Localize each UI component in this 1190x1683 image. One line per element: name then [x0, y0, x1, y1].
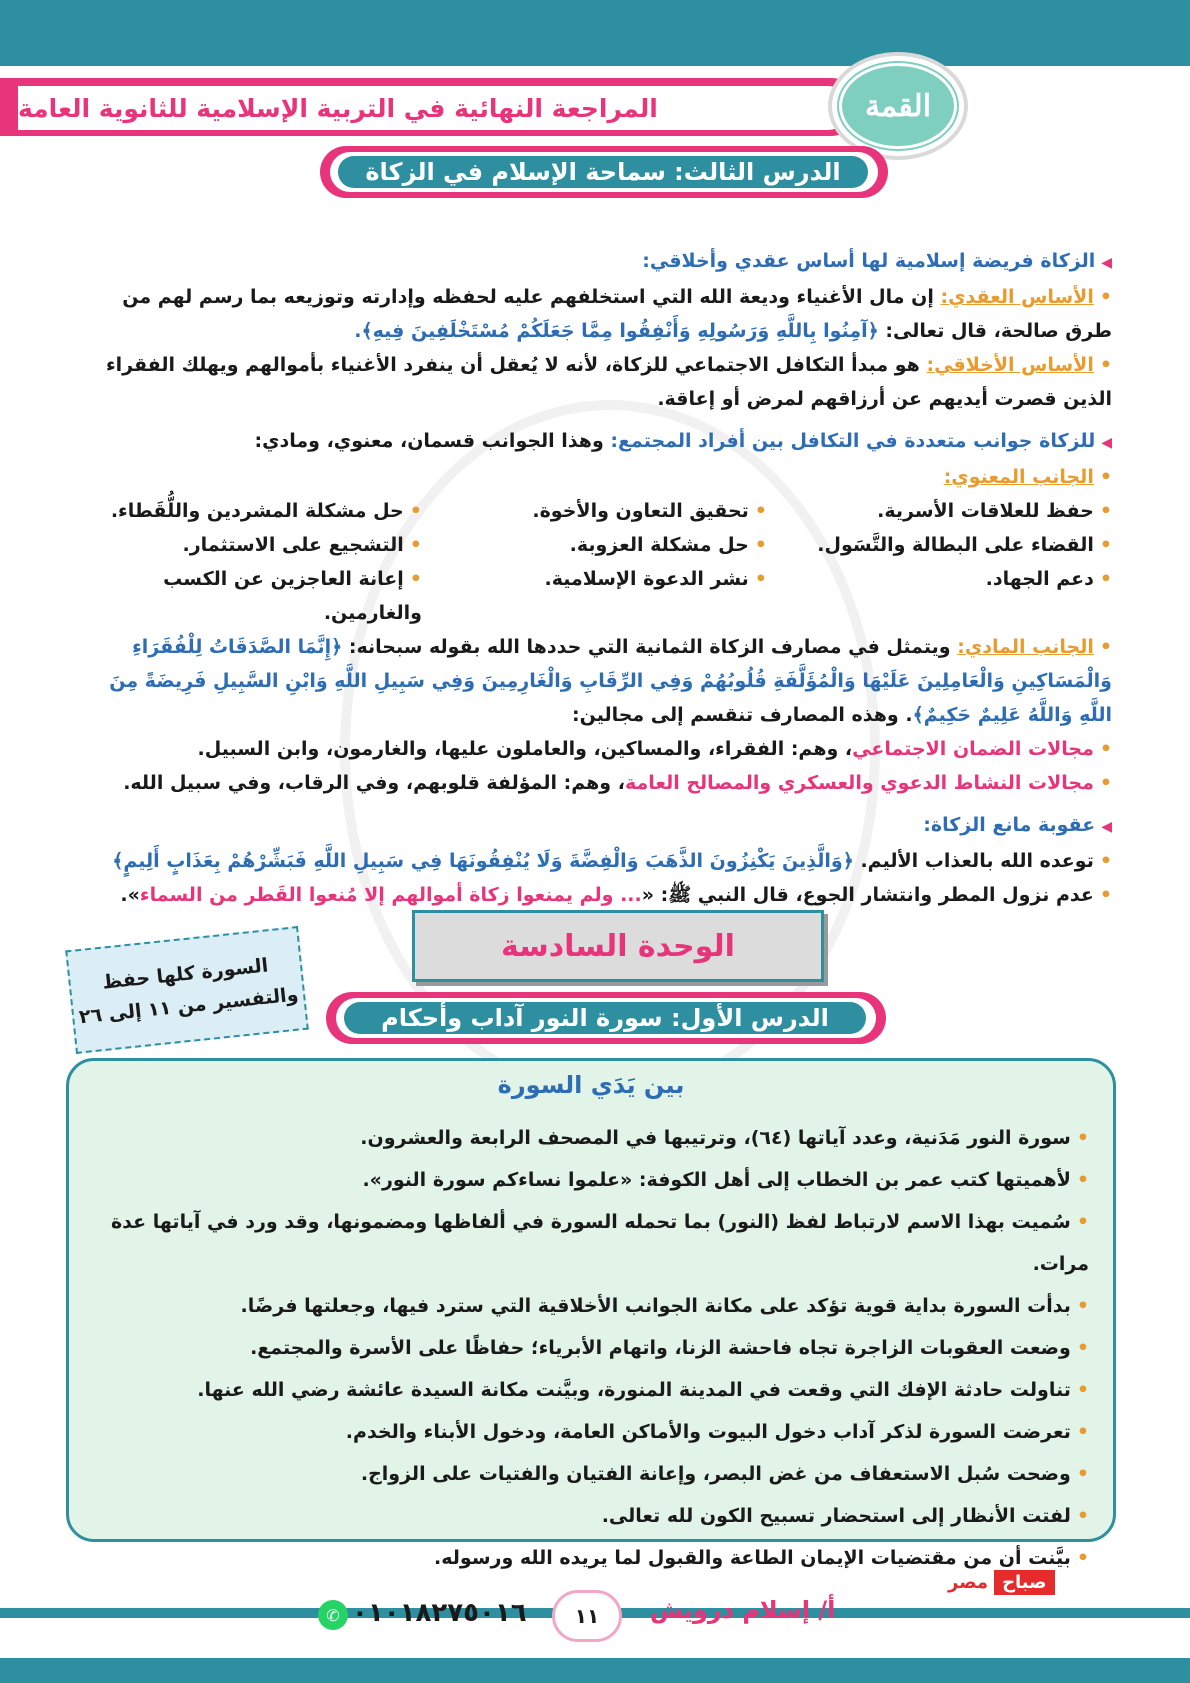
- bullet-icon: •: [1099, 884, 1112, 906]
- field1: •مجالات الضمان الاجتماعي، وهم: الفقراء، والمساكين، والعاملون عليها، والغارمون، وابن السبيل.: [197, 738, 1112, 760]
- punishment-1: •توعده الله بالعذاب الأليم. ﴿وَالَّذِينَ يَكْنِزُونَ الذَّهَبَ وَالْفِضَّةَ وَلَا يُنْفِقُونَهَا فِي سَبِيلِ اللَّهِ فَبَشِّرْهُمْ بِعَذَابٍ أَلِيمٍ﴾: [112, 850, 1112, 872]
- list-item: •بيَّنت أن من مقتضيات الإيمان الطاعة والقبول لما يريده الله ورسوله.: [434, 1547, 1089, 1569]
- triangle-icon: ◀: [1101, 435, 1112, 451]
- list-item: •لفتت الأنظار إلى استحضار تسبيح الكون لله تعالى.: [601, 1505, 1089, 1527]
- bullet-icon: •: [1099, 772, 1112, 794]
- triangle-icon: ◀: [1101, 819, 1112, 835]
- section3-heading: ◀عقوبة مانع الزكاة:: [923, 814, 1112, 836]
- lesson3-title: الدرس الثالث: سماحة الإسلام في الزكاة: [365, 158, 841, 186]
- list-item: •وضعت العقوبات الزاجرة تجاه فاحشة الزنا، واتهام الأبرياء؛ حفاظًا على الأسرة والمجتمع.: [250, 1337, 1089, 1359]
- list-item: •سُميت بهذا الاسم لارتباط لفظ (النور) بما تحمله السورة في ألفاظها ومضمونها، وقد ورد في آياتها عدة مرات.: [110, 1211, 1089, 1275]
- section1-heading: ◀الزكاة فريضة إسلامية لها أساس عقدي وأخلاقي:: [642, 250, 1112, 272]
- bullet-icon: •: [1099, 466, 1112, 488]
- note-line-1: السورة كلها حفظ: [101, 954, 270, 994]
- panel-title: بين يَدَي السورة: [497, 1071, 685, 1099]
- bullet-icon: •: [1099, 354, 1112, 376]
- note-line-2: والتفسير من ١١ إلى ٢٦: [77, 983, 300, 1029]
- unit-banner: [412, 910, 824, 982]
- logo-text: القمة: [839, 63, 957, 149]
- akhlaqi-paragraph: •الأساس الأخلاقي: هو مبدأ التكافل الاجتماعي للزكاة، لأنه لا يُعقل أن ينفرد الأغنياء بأموالهم ويهلك الفقراء الذين قصرت أيديهم عن أرزاقهم لمرض أو إعاقة.: [105, 354, 1112, 410]
- bullet-icon: •: [1099, 738, 1112, 760]
- phone-number: ٠١٠١٨٢٧٥٠١٦: [352, 1598, 527, 1628]
- footer-bottom-band: [0, 1658, 1190, 1683]
- manawi-row-2: •القضاء على البطالة والتَّسَول. •حل مشكلة العزوبة. •التشجيع على الاستثمار.: [182, 534, 1112, 556]
- brand-logo: [948, 1562, 1138, 1602]
- author-name: أ/ إسلام درويش: [650, 1596, 836, 1624]
- lesson1-title: الدرس الأول: سورة النور آداب وأحكام: [381, 1004, 829, 1032]
- logo: [828, 52, 968, 160]
- list-item: •سورة النور مَدَنية، وعدد آياتها (٦٤)، وترتيبها في المصحف الرابعة والعشرون.: [360, 1127, 1089, 1149]
- brand-word: مصر: [948, 1571, 989, 1593]
- manawi-heading: •الجانب المعنوي:: [943, 466, 1112, 488]
- field2: •مجالات النشاط الدعوي والعسكري والمصالح العامة، وهم: المؤلفة قلوبهم، وفي الرقاب، وفي سبيل الله.: [123, 772, 1112, 794]
- aqadi-paragraph: •الأساس العقدي: إن مال الأغنياء وديعة الله التي استخلفهم عليه لحفظه وإدارته وتوزيعه بما رسم لهم من طرق صالحة، قال تعالى: ﴿آمِنُوا بِاللَّهِ وَرَسُولِهِ وَأَنْفِقُوا مِمَّا جَعَلَكُمْ مُسْتَخْلَفِينَ فِيهِ﴾.: [122, 286, 1112, 342]
- list-item: •بدأت السورة بداية قوية تؤكد على مكانة الجوانب الأخلاقية التي سترد فيها، وجعلتها فرضًا.: [240, 1295, 1089, 1317]
- whatsapp-icon: ✆: [318, 1600, 348, 1630]
- memorization-note: [65, 926, 309, 1054]
- panel-list: [89, 1117, 1089, 1579]
- lesson1-header: [326, 992, 886, 1044]
- lesson3-content: [82, 244, 1112, 912]
- page-title: المراجعة النهائية في التربية الإسلامية للثانوية العامة: [18, 93, 658, 123]
- section2-heading: ◀للزكاة جوانب متعددة في التكافل بين أفراد المجتمع: وهذا الجوانب قسمان، معنوي، ومادي:: [254, 430, 1112, 452]
- surah-intro-panel: [66, 1058, 1116, 1569]
- list-item: •تناولت حادثة الإفك التي وقعت في المدينة المنورة، وبيَّنت مكانة السيدة عائشة رضي الله عنها.: [197, 1379, 1089, 1401]
- bullet-icon: •: [1099, 850, 1112, 872]
- manawi-row-3: •دعم الجهاد. •نشر الدعوة الإسلامية. •إعانة العاجزين عن الكسب والغارمين.: [163, 568, 1112, 624]
- list-item: •تعرضت السورة لذكر آداب دخول البيوت والأماكن العامة، ودخول الأبناء والخدم.: [345, 1421, 1089, 1443]
- triangle-icon: ◀: [1101, 255, 1112, 271]
- list-item: •وضحت سُبل الاستعفاف من غض البصر، وإعانة الفتيان والفتيات على الزواج.: [360, 1463, 1089, 1485]
- lesson3-header: [320, 146, 888, 198]
- bullet-icon: •: [1099, 636, 1112, 658]
- bullet-icon: •: [1099, 286, 1112, 308]
- title-bar-inner: [18, 86, 850, 130]
- top-band: [0, 0, 1190, 66]
- page-number: ١١: [552, 1590, 622, 1642]
- list-item: •لأهميتها كتب عمر بن الخطاب إلى أهل الكوفة: «علموا نساءكم سورة النور».: [362, 1169, 1089, 1191]
- punishment-2: •عدم نزول المطر وانتشار الجوع، قال النبي ﷺ: «... ولم يمنعوا زكاة أموالهم إلا مُنعوا القَطر من السماء».: [120, 884, 1112, 906]
- manawi-row-1: •حفظ للعلاقات الأسرية. •تحقيق التعاون والأخوة. •حل مشكلة المشردين واللُّقَطاء.: [110, 500, 1112, 522]
- unit-title: الوحدة السادسة: [501, 928, 735, 964]
- brand-badge: صباح: [994, 1570, 1054, 1595]
- madi-paragraph: •الجانب المادي: ويتمثل في مصارف الزكاة الثمانية التي حددها الله بقوله سبحانه: ﴿إِنَّمَا الصَّدَقَاتُ لِلْفُقَرَاءِ وَالْمَسَاكِينِ وَالْعَامِلِينَ عَلَيْهَا وَالْمُؤَلَّفَةِ قُلُوبُهُمْ وَفِي الرِّقَابِ وَالْغَارِمِينَ وَفِي سَبِيلِ اللَّهِ وَابْنِ السَّبِيلِ فَرِيضَةً مِنَ اللَّهِ وَاللَّهُ عَلِيمٌ حَكِيمٌ﴾. وهذه المصارف تنقسم إلى مجالين:: [109, 636, 1112, 726]
